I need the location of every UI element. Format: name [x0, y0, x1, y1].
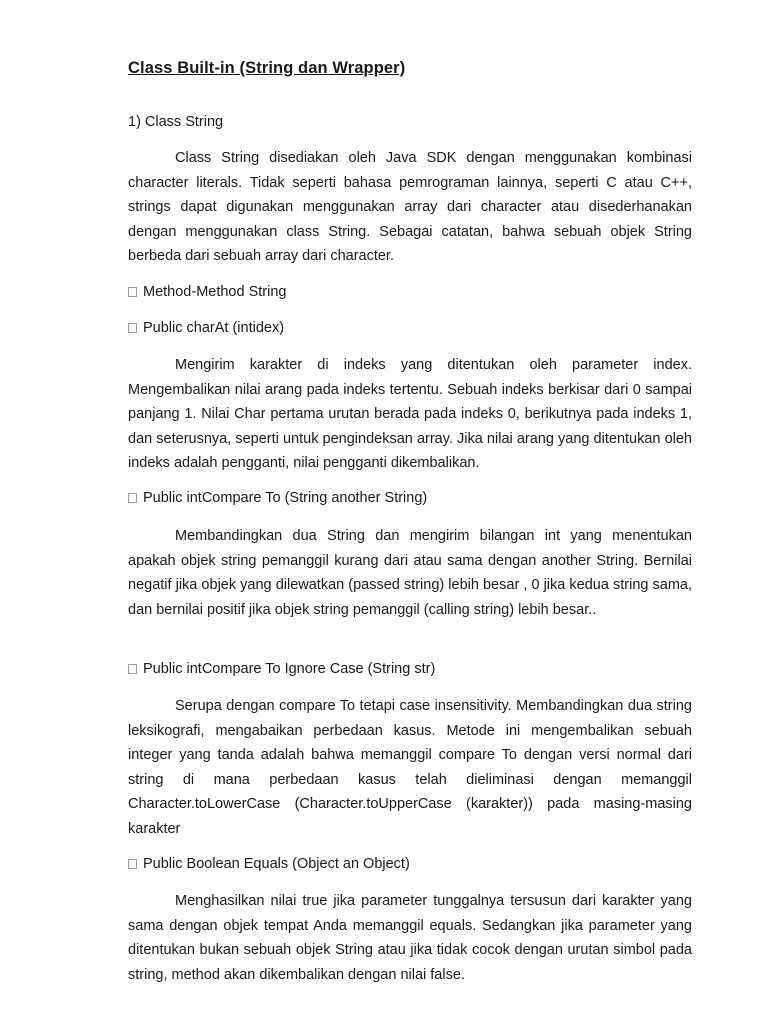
bullet-box-icon: [128, 287, 137, 297]
bullet-box-icon: [128, 323, 137, 333]
bullet-methods-label: Method-Method String: [143, 284, 287, 300]
bullet-box-icon: [128, 859, 137, 869]
bullet-charat-label: Public charAt (intidex): [143, 320, 285, 336]
section-heading: 1) Class String: [128, 114, 224, 130]
bullet-box-icon: [128, 664, 137, 674]
bullet-comparetoignorecase: [128, 661, 435, 677]
paragraph-comparetoignorecase: Serupa dengan compare To tetapi case insensitivity. Membandingkan dua string leksikografi, mengabaikan perbedaan kasus. Metode ini mengembalikan sebuah integer yang tanda adalah bahwa memanggil compare To dengan versi normal dari string di mana perbedaan kasus telah dieliminasi dengan memanggil Character.toLowerCase (Character.toUpperCase (karakter)) pada masing-masing karakter: [128, 698, 692, 837]
bullet-comparetoignorecase-label: Public intCompare To Ignore Case (String str): [143, 661, 436, 677]
bullet-methods: [128, 284, 286, 300]
document-title: Class Built-in (String dan Wrapper): [128, 59, 406, 77]
bullet-compareto-label: Public intCompare To (String another String): [143, 490, 428, 506]
bullet-compareto: [128, 490, 427, 506]
paragraph-compareto: Membandingkan dua String dan mengirim bilangan int yang menentukan apakah objek string pemanggil kurang dari atau sama dengan another String. Bernilai negatif jika objek yang dilewatkan (passed string) lebih besar , 0 jika kedua string sama, dan bernilai positif jika objek string pemanggil (calling string) lebih besar..: [128, 528, 692, 618]
bullet-equals: [128, 856, 410, 872]
paragraph-equals: Menghasilkan nilai true jika parameter tunggalnya tersusun dari karakter yang sama dengan objek tempat Anda memanggil equals. Sedangkan jika parameter yang ditentukan bukan sebuah objek String atau jika tidak cocok dengan urutan simbol pada string, method akan dikembalikan dengan nilai false.: [128, 893, 692, 983]
bullet-equals-label: Public Boolean Equals (Object an Object): [143, 856, 410, 872]
paragraph-charat: Mengirim karakter di indeks yang ditentukan oleh parameter index. Mengembalikan nilai arang pada indeks tertentu. Sebuah indeks berkisar dari 0 sampai panjang 1. Nilai Char pertama urutan berada pada indeks 0, berikutnya pada indeks 1, dan seterusnya, seperti untuk pengindeksan array. Jika nilai arang yang ditentukan oleh indeks adalah pengganti, nilai pengganti dikembalikan.: [128, 357, 692, 471]
bullet-box-icon: [128, 493, 137, 503]
bullet-charat: [128, 320, 284, 336]
paragraph-intro: Class String disediakan oleh Java SDK dengan menggunakan kombinasi character literals. Tidak seperti bahasa pemrograman lainnya, seperti C atau C++, strings dapat digunakan menggunakan array dari character atau disederhanakan dengan menggunakan class String. Sebagai catatan, bahwa sebuah objek String berbeda dari sebuah array dari character.: [128, 150, 692, 264]
